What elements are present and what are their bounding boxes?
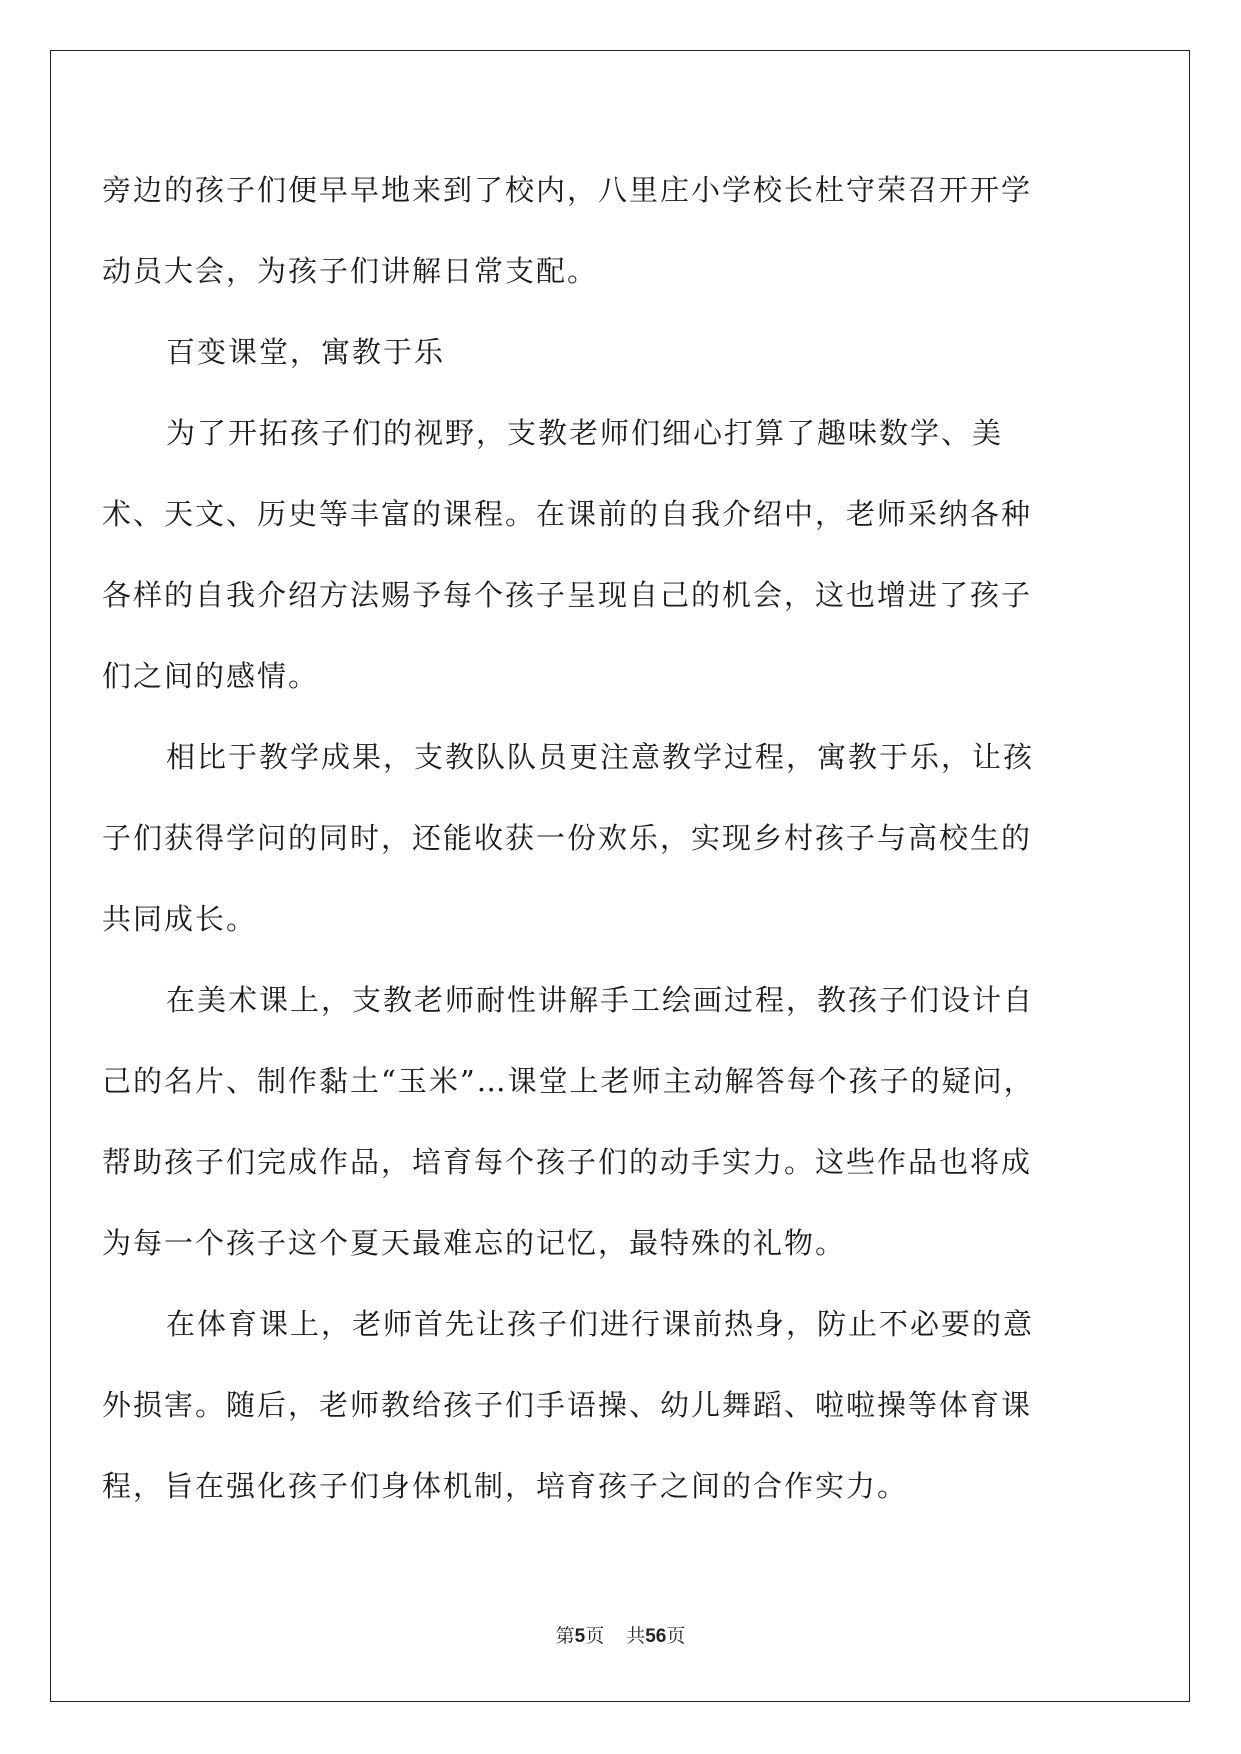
page-prefix: 第 xyxy=(555,1626,575,1647)
paragraph-4: 在美术课上，支教老师耐性讲解手工绘画过程，教孩子们设计自己的名片、制作黏土“玉米”…课堂上老师主动解答每个孩子的疑问，帮助孩子们完成作品，培育每个孩子们的动手实力。这些作品也将成为每一个孩子这个夏天最难忘的记忆，最特殊的礼物。 xyxy=(102,983,1035,1260)
paragraph-1: 旁边的孩子们便早早地来到了校内，八里庄小学校长杜守荣召开开学动员大会，为孩子们讲解日常支配。 xyxy=(102,173,1033,288)
paragraph-3: 相比于教学成果，支教队队员更注意教学过程，寓教于乐，让孩子们获得学问的同时，还能收获一份欢乐，实现乡村孩子与高校生的共同成长。 xyxy=(102,740,1035,936)
paragraph-5: 在体育课上，老师首先让孩子们进行课前热身，防止不必要的意外损害。随后，老师教给孩子们手语操、幼儿舞蹈、啦啦操等体育课程，旨在强化孩子们身体机制，培育孩子之间的合作实力。 xyxy=(102,1307,1035,1503)
paragraph-2: 为了开拓孩子们的视野，支教老师们细心打算了趣味数学、美术、天文、历史等丰富的课程。在课前的自我介绍中，老师采纳各种各样的自我介绍方法赐予每个孩子呈现自己的机会，这也增进了孩子们之间的感情。 xyxy=(102,416,1033,693)
page-number: 5 xyxy=(574,1626,586,1647)
total-pages: 56 xyxy=(645,1626,667,1647)
section-heading: 百变课堂，寓教于乐 xyxy=(166,335,446,369)
total-suffix: 页 xyxy=(666,1626,686,1647)
page-suffix: 页 xyxy=(585,1626,605,1647)
total-prefix: 共 xyxy=(626,1626,646,1647)
page-footer xyxy=(0,1621,1241,1648)
document-body xyxy=(102,150,1057,1527)
